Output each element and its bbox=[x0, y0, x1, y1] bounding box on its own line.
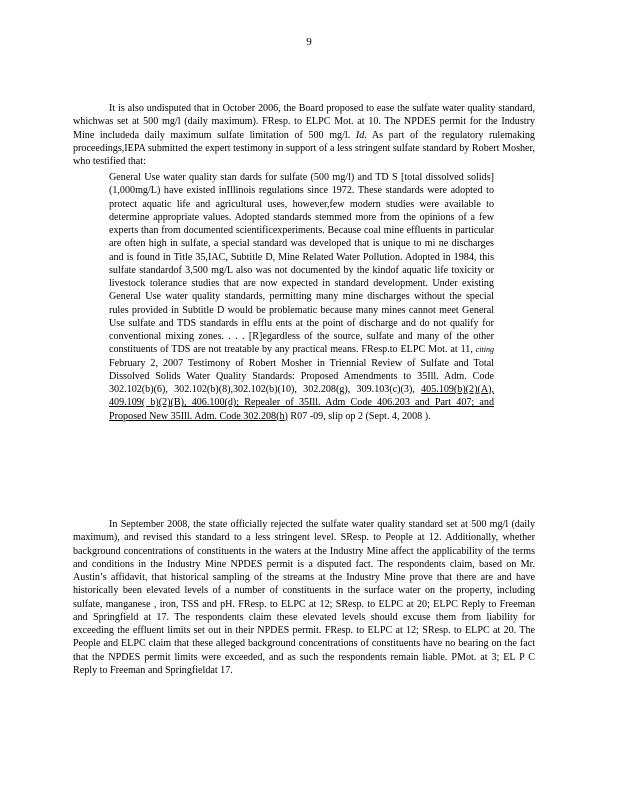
paragraph-text-continued: . As part of the regulatory rulemaking proceedings,IEPA submitted the expert testimony in support of a less stringent sulfate standard by Robert Mosher, who testified that: bbox=[73, 129, 535, 167]
quote-citation-underlined: 405.109(b)(2)(A), 409.109( b)(2)(B), 406.100(d); Repealer of 35Ill. Adm Code 406.203 and Part 407; and Proposed New 35Ill. Adm. Code 302.208(h) bbox=[109, 384, 494, 422]
paragraph-text: It is also undisputed that in October 2006, the Board proposed to ease the sulfate water quality standard, whichwas set at 500 mg/l (daily maximum). FResp. to ELPC Mot. at 10. The NPDES permit for the Industry Mine includeda daily maximum sulfate limitation of 500 mg/l. bbox=[73, 103, 535, 141]
paragraph-undisputed-october-2006 bbox=[73, 102, 535, 168]
id-citation: Id bbox=[355, 129, 365, 141]
citing-signal: citing bbox=[475, 345, 494, 355]
quote-citation: February 2, 2007 Testimony of Robert Mosher in Triennial Review of Sulfate and Total Dissolved Solids Water Quality Standards: Proposed Amendments to 35Ill. Adm. Code 302.102(b)(6), 302.102(b)(8),302.102(b)(10), 302.208(g), 309.103(c)(3), bbox=[109, 357, 494, 395]
paragraph-text: In September 2008, the state officially rejected the sulfate water quality standard set at 500 mg/l (daily maximum), and revised this standard to a less stringent level. SResp. to People at 12. Additionally, whether background concentrations of constituents in the waters at the Industry Mine affect the applicability of the terms and conditions in the Industry Mine NPDES permit is a disputed fact. The respondents claim, based on Mr. Austin’s affidavit, that historical sampling of the streams at the Industry Mine prove that there are and have historically been elevated levels of a number of constituents in the surface water on the property, including sulfate, manganese , iron, TSS and pH. FResp. to ELPC at 12; SResp. to ELPC at 20; ELPC Reply to Freeman and Springfield at 17. The respondents claim these elevated levels should excuse them from liability for exceeding the effluent limits set out in their NPDES permit. FResp. to ELPC at 12; SResp. to ELPC at 20. The People and ELPC claim that these alleged background concentrations of constituents have no bearing on the fact that the NPDES permit limits were exceeded, and as such the respondents remain liable. PMot. at 3; EL P C Reply to Freeman and Springfieldat 17. bbox=[73, 519, 535, 676]
page-number: 9 bbox=[306, 36, 312, 48]
block-quote-mosher-testimony bbox=[109, 171, 494, 423]
quote-citation-end: R07 -09, slip op 2 (Sept. 4, 2008 ). bbox=[290, 410, 431, 422]
paragraph-september-2008 bbox=[73, 518, 535, 677]
quote-text: General Use water quality stan dards for sulfate (500 mg/l) and TD S [total dissolved solids] (1,000mg/L) have existed inIllinois regulations since 1972. These standards were adopted to protect aquatic life and agricultural uses, however,few modern studies were available to determine appropriate values. Adopted standards stemmed more from the opinions of a few experts than from documented scientificexperiments. Because coal mine effluents in particular are often high in sulfate, a special standard was developed that is unique to mi ne discharges and is found in Title 35,IAC, Subtitle D, Mine Related Water Pollution. Adopted in 1984, this sulfate standardof 3,500 mg/L also was not documented by the kindof aquatic life toxicity or livestock tolerance studies that are now expected in standard development. Under existing General Use water quality standards, permitting many mine discharges without the special rules provided in Subtitle D would be problematic because many mines cannot meet General Use sulfate and TDS standards in efflu ents at the point of discharge and do not qualify for conventional mixing zones. . . . [R]egardless of the source, sulfate and many of the other constituents of TDS are not treatable by any practical means. FResp.to ELPC Mot. at 11, bbox=[109, 172, 494, 356]
